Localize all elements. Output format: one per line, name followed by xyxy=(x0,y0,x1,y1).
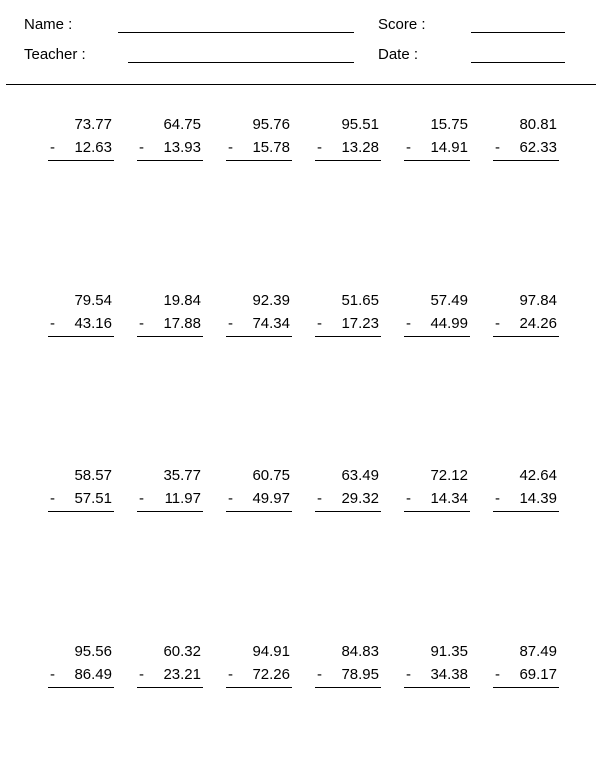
subtrahend-row xyxy=(493,664,559,688)
minuend: 91.35 xyxy=(430,643,468,660)
subtrahend: 86.49 xyxy=(74,666,112,683)
minuend: 15.75 xyxy=(430,116,468,133)
minus-sign: - xyxy=(139,315,144,332)
minuend: 57.49 xyxy=(430,292,468,309)
subtrahend-row xyxy=(226,313,292,337)
minuend: 87.49 xyxy=(519,643,557,660)
subtrahend: 78.95 xyxy=(341,666,379,683)
subtrahend-row xyxy=(404,488,470,512)
score-label: Score : xyxy=(378,16,426,33)
subtraction-problem xyxy=(137,464,203,512)
subtrahend: 29.32 xyxy=(341,490,379,507)
subtrahend: 12.63 xyxy=(74,139,112,156)
minuend: 60.32 xyxy=(163,643,201,660)
minus-sign: - xyxy=(50,666,55,683)
subtraction-problem xyxy=(226,113,292,161)
minus-sign: - xyxy=(139,490,144,507)
minuend: 79.54 xyxy=(74,292,112,309)
subtrahend: 72.26 xyxy=(252,666,290,683)
minus-sign: - xyxy=(495,315,500,332)
subtrahend-row xyxy=(137,137,203,161)
subtrahend: 24.26 xyxy=(519,315,557,332)
minuend: 97.84 xyxy=(519,292,557,309)
minuend: 58.57 xyxy=(74,467,112,484)
subtrahend: 13.93 xyxy=(163,139,201,156)
subtraction-problem xyxy=(226,289,292,337)
minus-sign: - xyxy=(406,666,411,683)
minuend: 63.49 xyxy=(341,467,379,484)
subtrahend: 62.33 xyxy=(519,139,557,156)
subtrahend-row xyxy=(315,137,381,161)
subtraction-problem xyxy=(493,113,559,161)
minus-sign: - xyxy=(50,490,55,507)
minuend: 19.84 xyxy=(163,292,201,309)
subtrahend: 13.28 xyxy=(341,139,379,156)
subtraction-problem xyxy=(48,464,114,512)
subtrahend: 17.23 xyxy=(341,315,379,332)
minus-sign: - xyxy=(495,139,500,156)
subtraction-problem xyxy=(315,464,381,512)
minus-sign: - xyxy=(317,490,322,507)
subtrahend-row xyxy=(48,313,114,337)
subtraction-problem xyxy=(137,640,203,688)
subtraction-problem xyxy=(226,464,292,512)
minus-sign: - xyxy=(50,315,55,332)
subtraction-problem xyxy=(493,289,559,337)
subtrahend-row xyxy=(137,664,203,688)
subtrahend: 14.34 xyxy=(430,490,468,507)
minus-sign: - xyxy=(228,315,233,332)
minus-sign: - xyxy=(406,315,411,332)
subtrahend-row xyxy=(48,488,114,512)
teacher-label: Teacher : xyxy=(24,46,86,63)
minuend: 51.65 xyxy=(341,292,379,309)
minuend: 84.83 xyxy=(341,643,379,660)
subtrahend-row xyxy=(226,488,292,512)
subtraction-problem xyxy=(48,113,114,161)
subtrahend: 15.78 xyxy=(252,139,290,156)
subtraction-problem xyxy=(137,289,203,337)
minuend: 92.39 xyxy=(252,292,290,309)
minus-sign: - xyxy=(139,666,144,683)
subtrahend: 57.51 xyxy=(74,490,112,507)
minuend: 42.64 xyxy=(519,467,557,484)
subtraction-problem xyxy=(493,464,559,512)
subtraction-problem xyxy=(315,113,381,161)
subtrahend: 14.91 xyxy=(430,139,468,156)
minus-sign: - xyxy=(406,139,411,156)
minuend: 95.76 xyxy=(252,116,290,133)
subtrahend: 11.97 xyxy=(164,490,201,507)
subtraction-problem xyxy=(493,640,559,688)
subtrahend-row xyxy=(404,137,470,161)
subtrahend: 44.99 xyxy=(430,315,468,332)
minuend: 35.77 xyxy=(163,467,201,484)
minuend: 80.81 xyxy=(519,116,557,133)
subtraction-problem xyxy=(226,640,292,688)
minus-sign: - xyxy=(495,666,500,683)
minus-sign: - xyxy=(495,490,500,507)
subtrahend-row xyxy=(315,488,381,512)
minuend: 73.77 xyxy=(74,116,112,133)
minuend: 64.75 xyxy=(163,116,201,133)
minuend: 95.51 xyxy=(341,116,379,133)
subtrahend-row xyxy=(226,137,292,161)
subtrahend: 23.21 xyxy=(163,666,201,683)
minus-sign: - xyxy=(317,315,322,332)
minus-sign: - xyxy=(139,139,144,156)
minus-sign: - xyxy=(406,490,411,507)
name-label: Name : xyxy=(24,16,73,33)
subtrahend-row xyxy=(226,664,292,688)
subtrahend-row xyxy=(137,488,203,512)
minus-sign: - xyxy=(228,490,233,507)
minuend: 72.12 xyxy=(430,467,468,484)
subtrahend: 69.17 xyxy=(519,666,557,683)
subtraction-problem xyxy=(315,289,381,337)
subtrahend: 43.16 xyxy=(74,315,112,332)
subtraction-problem xyxy=(404,113,470,161)
minus-sign: - xyxy=(228,139,233,156)
subtraction-problem xyxy=(137,113,203,161)
subtrahend-row xyxy=(404,313,470,337)
minus-sign: - xyxy=(317,666,322,683)
minuend: 60.75 xyxy=(252,467,290,484)
subtraction-problem xyxy=(404,464,470,512)
subtraction-problem xyxy=(404,640,470,688)
subtraction-problem xyxy=(315,640,381,688)
subtrahend: 74.34 xyxy=(252,315,290,332)
minus-sign: - xyxy=(50,139,55,156)
subtrahend: 14.39 xyxy=(519,490,557,507)
minus-sign: - xyxy=(317,139,322,156)
subtraction-problem xyxy=(404,289,470,337)
subtrahend: 17.88 xyxy=(163,315,201,332)
minus-sign: - xyxy=(228,666,233,683)
subtrahend-row xyxy=(48,664,114,688)
subtrahend-row xyxy=(404,664,470,688)
date-label: Date : xyxy=(378,46,419,63)
subtrahend: 34.38 xyxy=(430,666,468,683)
subtrahend-row xyxy=(493,313,559,337)
subtraction-problem xyxy=(48,640,114,688)
subtrahend-row xyxy=(137,313,203,337)
subtrahend-row xyxy=(493,137,559,161)
subtrahend: 49.97 xyxy=(252,490,290,507)
subtrahend-row xyxy=(315,313,381,337)
minuend: 94.91 xyxy=(252,643,290,660)
subtrahend-row xyxy=(493,488,559,512)
subtrahend-row xyxy=(315,664,381,688)
minuend: 95.56 xyxy=(74,643,112,660)
subtraction-problem xyxy=(48,289,114,337)
subtrahend-row xyxy=(48,137,114,161)
